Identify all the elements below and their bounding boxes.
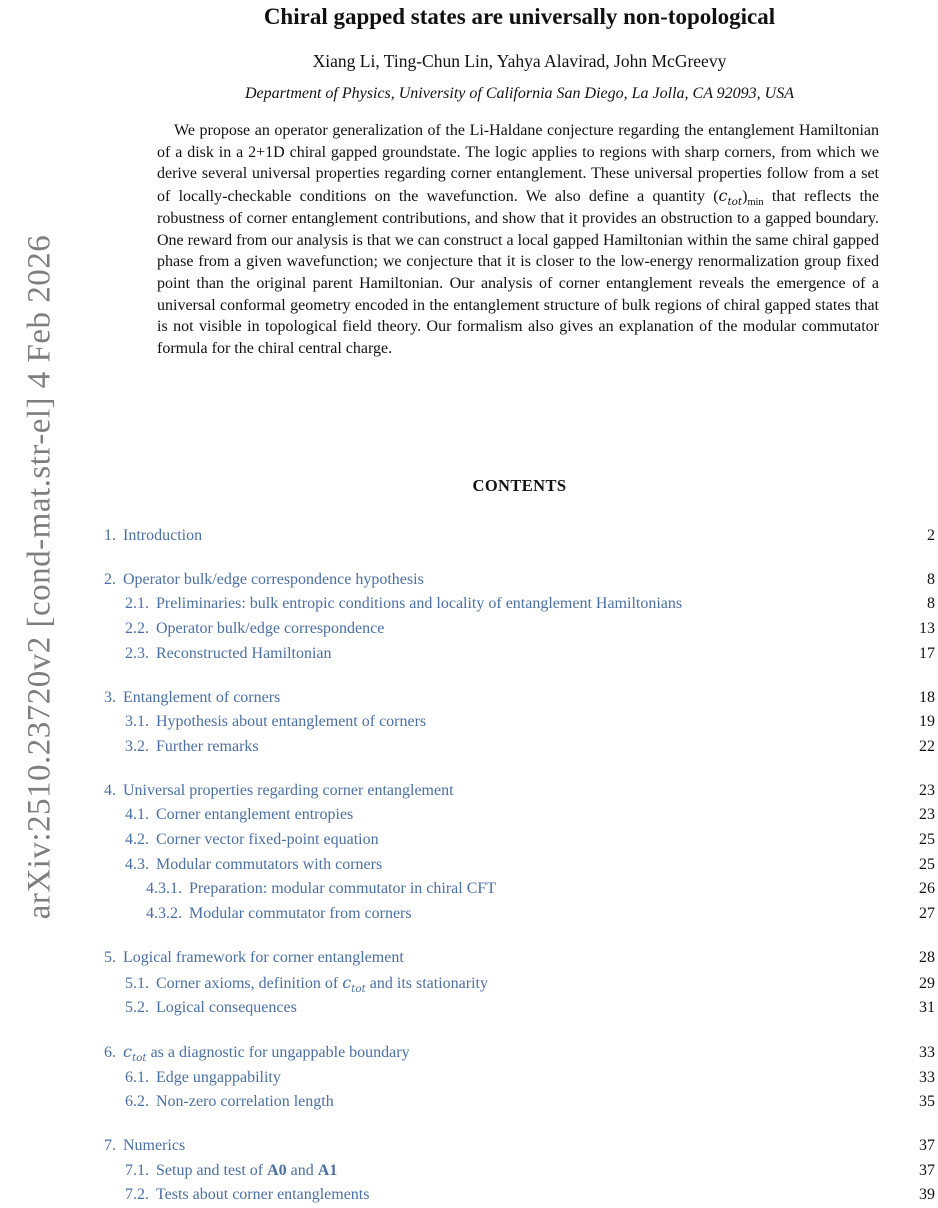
toc-entry [104,1040,935,1066]
toc-entry-page: 17 [919,644,935,662]
toc-entry [104,1134,935,1159]
toc-entry-page: 23 [919,806,935,824]
toc-entry-title[interactable]: Further remarks [156,737,259,755]
toc-entry [104,996,935,1021]
toc-entry-title[interactable]: Setup and test of A0 and A1 [156,1161,338,1179]
toc-entry [104,568,935,593]
toc-entry-title[interactable]: Edge ungappability [156,1068,281,1086]
toc-entry-page: 31 [919,999,935,1017]
bold-text: A0 [267,1161,287,1179]
toc-entry-title[interactable]: Corner axioms, definition of $c_{tot}$ and its stationarity [156,972,488,995]
toc-entry [104,592,935,617]
toc-entry-number[interactable]: 7.1. [125,1161,149,1179]
page-title: Chiral gapped states are universally non-topological [263,4,776,29]
toc-entry-page: 33 [919,1043,935,1061]
toc-entry-title[interactable]: Tests about corner entanglements [156,1186,370,1204]
toc-entry-page: 13 [919,620,935,638]
toc-entry-number[interactable]: 6.1. [125,1068,149,1086]
toc-entry-title[interactable]: Non-zero correlation length [156,1093,334,1111]
toc-entry-title[interactable]: $c_{tot}$ as a diagnostic for ungappable boundary [123,1041,410,1065]
toc-entry-number[interactable]: 6. [104,1043,116,1061]
toc-entry [104,524,935,549]
toc-entry-page: 39 [919,1186,935,1204]
toc-entry-title[interactable]: Corner vector fixed-point equation [156,831,379,849]
toc-entry-title[interactable]: Modular commutator from corners [189,905,412,923]
toc-entry [104,1183,935,1208]
toc-entry-page: 25 [919,855,935,873]
toc-entry-number[interactable]: 4. [104,781,116,799]
toc-entry-title[interactable]: Numerics [123,1137,186,1155]
toc-entry-title[interactable]: Introduction [123,527,203,544]
arxiv-watermark: arXiv:2510.23720v2 [cond-mat.str-el] 4 Feb 2026 [21,234,58,920]
bold-text: A1 [317,1161,338,1179]
paper-content [104,0,935,1204]
toc-entry-number[interactable]: 4.1. [125,806,149,824]
toc-entry-title[interactable]: Hypothesis about entanglement of corners [156,713,427,731]
toc-entry-page: 25 [919,831,935,849]
toc-entry [104,853,935,878]
toc-entry-title[interactable]: Universal properties regarding corner entanglement [123,781,454,799]
fraktur-c-symbol: $c_{tot}$ [123,1041,147,1065]
toc-entry [104,686,935,711]
toc-entry-title[interactable]: Operator bulk/edge correspondence [156,620,385,638]
toc-entry-number[interactable]: 7.2. [125,1186,149,1204]
toc-entry-page: 26 [919,880,935,898]
toc-entry-number[interactable]: 6.2. [125,1093,149,1111]
toc-entry-title[interactable]: Logical consequences [156,999,297,1017]
toc-entry-number[interactable]: 2.3. [125,644,149,662]
toc-entry-title[interactable]: Preparation: modular commutator in chiral CFT [189,880,497,898]
toc-entry [104,803,935,828]
toc-entry-number[interactable]: 5.2. [125,999,149,1017]
toc-entry [104,710,935,735]
authors-line: Xiang Li, Ting-Chun Lin, Yahya Alavirad, John McGreevy [312,51,727,71]
toc-entry [104,946,935,971]
toc-entry [104,902,935,927]
toc-entry [104,735,935,760]
toc [104,524,935,1208]
toc-entry [104,1090,935,1115]
subscript-text: min [747,197,764,209]
toc-entry-number[interactable]: 2.2. [125,620,149,638]
toc-entry [104,828,935,853]
toc-entry-number[interactable]: 3. [104,688,116,706]
toc-entry-page: 29 [919,974,935,992]
toc-entry-number[interactable]: 5. [104,948,116,966]
toc-entry-title[interactable]: Corner entanglement entropies [156,806,354,824]
abstract-text: We propose an operator generalization of the Li-Haldane conjecture regarding the entanglement Hamiltonian of a disk in a 2+1D chiral gapped groundstate. The logic applies to regions with sharp corners, from which we derive several universal properties regarding corner entanglement. These universal properties follow from a set of locally-checkable conditions on the wavefunction. We also define a quantity $(c_{tot})_{min}$ that reflects the robustness of corner entanglement contributions, and show that it provides an obstruction to a gapped boundary. One reward from our analysis is that we can construct a local gapped Hamiltonian within the same chiral gapped phase from a given wavefunction; we conjecture that it is closer to the low-energy renormalization group fixed point than the original parent Hamiltonian. Our analysis of corner entanglement reveals the emergence of a universal conformal geometry encoded in the entanglement structure of bulk regions of chiral gapped states that is not visible in topological field theory. Our formalism also gives an explanation of the modular commutator formula for the chiral central charge. [157,122,879,358]
toc-entry [104,1066,935,1091]
fraktur-c-symbol: $c_{tot}$ [342,972,366,995]
toc-entry-number[interactable]: 2. [104,570,116,588]
fraktur-c-symbol: $c_{tot}$ [718,186,743,209]
toc-entry [104,971,935,997]
toc-entry-page: 35 [919,1093,935,1111]
toc-entry-number[interactable]: 7. [104,1137,116,1155]
toc-entry-number[interactable]: 4.3.2. [146,905,182,923]
toc-entry-title[interactable]: Preliminaries: bulk entropic conditions and locality of entanglement Hamiltonians [156,595,683,613]
toc-entry-number[interactable]: 4.2. [125,831,149,849]
toc-entry [104,642,935,667]
toc-entry-page: 23 [919,781,935,799]
toc-entry [104,617,935,642]
toc-entry-page: 27 [919,905,935,923]
toc-entry-page: 8 [927,570,935,588]
toc-entry-title[interactable]: Entanglement of corners [123,688,281,706]
toc-entry-page: 2 [927,527,935,544]
toc-entry-number[interactable]: 3.2. [125,737,149,755]
toc-entry-title[interactable]: Modular commutators with corners [156,855,383,873]
toc-entry-page: 28 [919,948,935,966]
toc-entry-number[interactable]: 4.3. [125,855,149,873]
toc-entry [104,779,935,804]
toc-entry-page: 33 [919,1068,935,1086]
toc-entry-title[interactable]: Logical framework for corner entanglement [123,948,404,966]
toc-entry-number[interactable]: 1. [104,527,116,544]
toc-entry-page: 19 [919,713,935,731]
affiliation-line: Department of Physics, University of California San Diego, La Jolla, CA 92093, USA [245,85,794,102]
toc-entry [104,1159,935,1184]
toc-entry-number[interactable]: 5.1. [125,974,149,992]
toc-entry [104,877,935,902]
toc-entry-title[interactable]: Operator bulk/edge correspondence hypothesis [123,570,424,588]
contents-section [104,476,935,1208]
toc-entry-number[interactable]: 3.1. [125,713,149,731]
toc-entry-page: 37 [919,1161,935,1179]
toc-entry-page: 37 [919,1137,935,1155]
toc-entry-page: 8 [927,595,935,613]
toc-entry-number[interactable]: 4.3.1. [146,880,182,898]
toc-entry-number[interactable]: 2.1. [125,595,149,613]
toc-entry-page: 18 [919,688,935,706]
toc-entry-title[interactable]: Reconstructed Hamiltonian [156,644,332,662]
toc-entry-page: 22 [919,737,935,755]
contents-heading: CONTENTS [472,476,567,495]
